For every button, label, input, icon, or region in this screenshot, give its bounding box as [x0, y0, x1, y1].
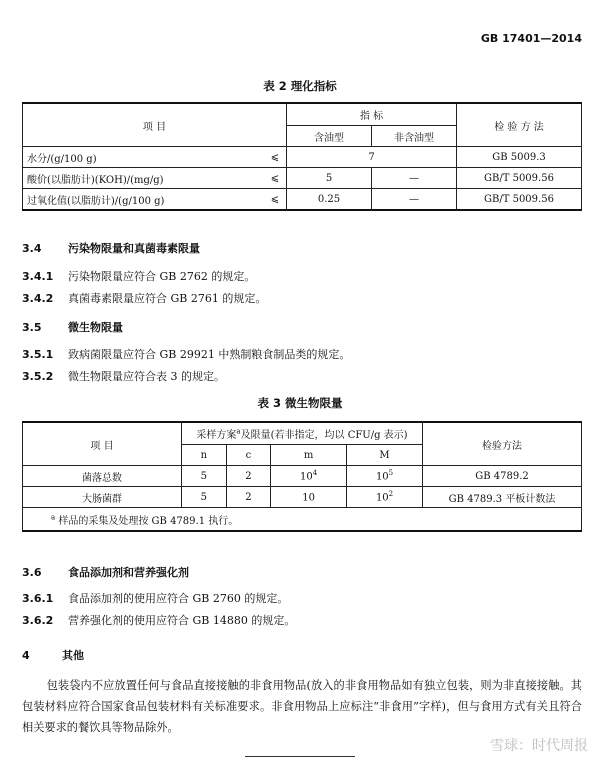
t3-m: 10 [271, 487, 347, 508]
t3-header-n: n [182, 445, 227, 466]
t2-method: GB/T 5009.56 [457, 189, 582, 211]
t2-item: 酸价(以脂肪计)(KOH)/(mg/g) [23, 168, 265, 189]
table-row [23, 466, 582, 487]
table-row [23, 147, 582, 168]
t3-c: 2 [226, 466, 271, 487]
clause-3-4-2: 3.4.2 真菌毒素限量应符合 GB 2761 的规定。 [22, 292, 267, 305]
t3-n: 5 [182, 466, 227, 487]
t3-c: 2 [226, 487, 271, 508]
table2-caption: 表 2 理化指标 [263, 79, 337, 93]
table2 [22, 102, 582, 211]
t2-header-nooil: 非含油型 [372, 126, 457, 147]
t2-header-item: 项 目 [23, 103, 287, 147]
end-rule [245, 756, 355, 757]
table3 [22, 421, 582, 532]
t3-method: GB 4789.3 平板计数法 [423, 487, 582, 508]
clause-3-4-1: 3.4.1 污染物限量应符合 GB 2762 的规定。 [22, 270, 256, 283]
section-3-6: 3.6 食品添加剂和营养强化剂 [22, 566, 189, 579]
table-row [23, 168, 582, 189]
section-3-5: 3.5 微生物限量 [22, 321, 123, 334]
clause-3-6-1: 3.6.1 食品添加剂的使用应符合 GB 2760 的规定。 [22, 592, 289, 605]
table-row [23, 487, 582, 508]
section-3-4: 3.4 污染物限量和真菌毒素限量 [22, 242, 200, 255]
section-4: 4 其他 [22, 649, 84, 662]
t2-method: GB 5009.3 [457, 147, 582, 168]
t3-header-M: M [347, 445, 423, 466]
table3-caption: 表 3 微生物限量 [257, 396, 343, 410]
watermark: 雪球：时代周报 [490, 738, 588, 754]
t2-cmp: ⩽ [264, 168, 287, 189]
t3-M: $10^2$ [347, 487, 423, 508]
t2-header-index: 指 标 [287, 103, 457, 126]
t3-header-m: m [271, 445, 347, 466]
t2-oil: 0.25 [287, 189, 372, 211]
clause-3-6-2: 3.6.2 营养强化剂的使用应符合 GB 14880 的规定。 [22, 614, 296, 627]
t2-item: 过氧化值(以脂肪计)/(g/100 g) [23, 189, 265, 211]
t3-header-method: 检验方法 [423, 422, 582, 466]
t2-value-merged: 7 [287, 147, 457, 168]
clause-3-5-1: 3.5.1 致病菌限量应符合 GB 29921 中熟制粮食制品类的规定。 [22, 348, 351, 361]
t3-n: 5 [182, 487, 227, 508]
t3-header-c: c [226, 445, 271, 466]
t2-oil: 5 [287, 168, 372, 189]
t2-header-oil: 含油型 [287, 126, 372, 147]
t3-m: $10^4$ [271, 466, 347, 487]
t2-nooil: — [372, 168, 457, 189]
t2-item: 水分/(g/100 g) [23, 147, 265, 168]
t2-nooil: — [372, 189, 457, 211]
table-row [23, 189, 582, 211]
t3-header-plan: 采样方案$^a$及限量(若非指定，均以 CFU/g 表示) [182, 422, 423, 445]
standard-number: GB 17401—2014 [480, 32, 582, 45]
t3-header-item: 项 目 [23, 422, 182, 466]
t2-header-method: 检 验 方 法 [457, 103, 582, 147]
t2-cmp: ⩽ [264, 147, 287, 168]
t3-M: $10^5$ [347, 466, 423, 487]
t3-method: GB 4789.2 [423, 466, 582, 487]
clause-3-5-2: 3.5.2 微生物限量应符合表 3 的规定。 [22, 370, 225, 383]
t3-item: 菌落总数 [23, 466, 182, 487]
t3-item: 大肠菌群 [23, 487, 182, 508]
t3-footnote: $^a$ 样品的采集及处理按 GB 4789.1 执行。 [23, 508, 582, 532]
section-4-paragraph: 包装袋内不应放置任何与食品直接接触的非食用物品(放入的非食用物品如有独立包装，则为非直接接触。其包装材料应符合国家食品包装材料有关标准要求。非食用物品上应标注“非食用”字样)，但与食用方式有关且符合相关要求的餐饮具等物品除外。 [22, 679, 582, 734]
t2-cmp: ⩽ [264, 189, 287, 211]
t2-method: GB/T 5009.56 [457, 168, 582, 189]
